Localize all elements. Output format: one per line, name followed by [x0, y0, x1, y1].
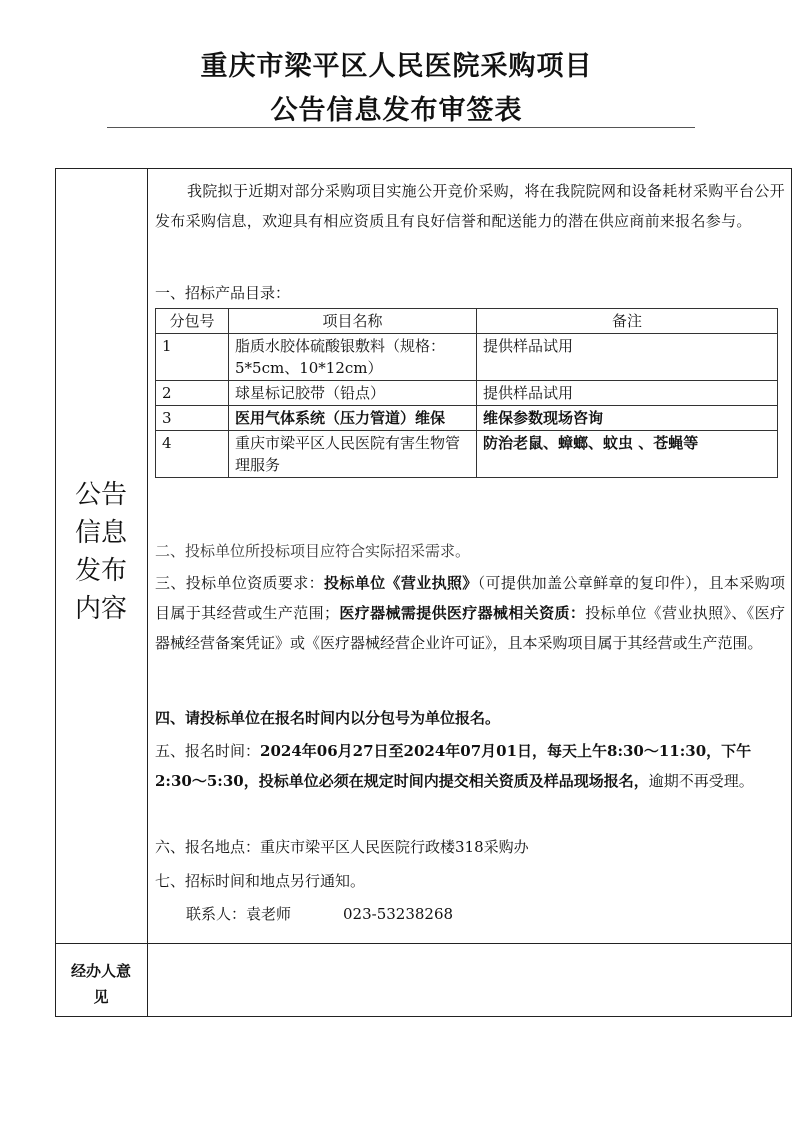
- section-3-lead: 三、投标单位资质要求：: [155, 574, 325, 592]
- cell-note: 提供样品试用: [477, 334, 778, 381]
- cell-note: 提供样品试用: [477, 381, 778, 406]
- cell-project-name: 脂质水胶体硫酸银敷料（规格：5*5cm、10*12cm）: [229, 334, 477, 381]
- contact-phone: 023-53238268: [343, 905, 454, 923]
- section-5-time: 2024年06月27日至2024年07月01日，每天上午8:30～11:30，下午2:30～5:30，投标单位必须在规定时间内提交相关资质及样品现场报名，: [155, 742, 752, 790]
- cell-project-name: 重庆市梁平区人民医院有害生物管理服务: [229, 431, 477, 478]
- title-line-2: 公告信息发布审签表: [270, 95, 523, 126]
- table-row: [156, 334, 778, 381]
- section-4: 四、请投标单位在报名时间内以分包号为单位报名。: [155, 709, 501, 727]
- section-6: 六、报名地点：重庆市梁平区人民医院行政楼318采购办: [155, 838, 529, 856]
- section-5-tail: 逾期不再受理。: [648, 772, 754, 790]
- contact-person: 联系人：袁老师: [186, 905, 292, 923]
- header-package-no: 分包号: [156, 309, 229, 334]
- content-label: [55, 476, 147, 628]
- cell-project-name: 球星标记胶带（铅点）: [229, 381, 477, 406]
- section-3: [155, 568, 785, 658]
- cell-note: 防治老鼠、蟑螂、蚊虫 、苍蝇等: [477, 431, 778, 478]
- cell-note: 维保参数现场咨询: [477, 406, 778, 431]
- header-note: 备注: [477, 309, 778, 334]
- intro-paragraph: 我院拟于近期对部分采购项目实施公开竞价采购，将在我院院网和设备耗材采购平台公开发布采购信息，欢迎具有相应资质且有良好信誉和配送能力的潜在供应商前来报名参与。: [155, 182, 785, 230]
- section-3-copy-note: （可提供加盖公章鲜章的复印件），且本采购项目属于其经营或生产范围；: [155, 574, 785, 622]
- header-project-name: 项目名称: [229, 309, 477, 334]
- cell-package-no: 4: [156, 431, 229, 478]
- column-divider: [147, 168, 148, 1017]
- section-7: 七、招标时间和地点另行通知。: [155, 872, 366, 890]
- contact-line: [186, 899, 586, 929]
- section-5: [155, 736, 785, 796]
- cell-package-no: 3: [156, 406, 229, 431]
- section-3-device-req: 医疗器械需提供医疗器械相关资质：: [339, 604, 586, 622]
- opinion-label: [55, 958, 147, 1010]
- opinion-label-text: 经办人意见: [70, 962, 131, 1006]
- section-2: 二、投标单位所投标项目应符合实际招采需求。: [155, 542, 471, 560]
- row-divider: [55, 943, 792, 944]
- cell-package-no: 1: [156, 334, 229, 381]
- section-3-device-docs: 投标单位《营业执照》、《医疗器械经营备案凭证》或《医疗器械经营企业许可证》，且本采购项目属于其经营或生产范围。: [155, 604, 785, 652]
- title-line-1: 重庆市梁平区人民医院采购项目: [200, 51, 593, 82]
- section-5-lead: 五、报名时间：: [155, 742, 261, 760]
- title-underline: [107, 127, 695, 128]
- section-3-license: 投标单位《营业执照》: [324, 574, 478, 592]
- content-label-text: 公告信息发布内容: [74, 480, 127, 624]
- table-row: [156, 381, 778, 406]
- cell-project-name: 医用气体系统（压力管道）维保: [229, 406, 477, 431]
- cell-package-no: 2: [156, 381, 229, 406]
- table-header-row: [156, 309, 778, 334]
- section-1-heading: 一、招标产品目录：: [155, 284, 291, 302]
- table-row: [156, 431, 778, 478]
- table-row: [156, 406, 778, 431]
- product-table: [155, 308, 778, 478]
